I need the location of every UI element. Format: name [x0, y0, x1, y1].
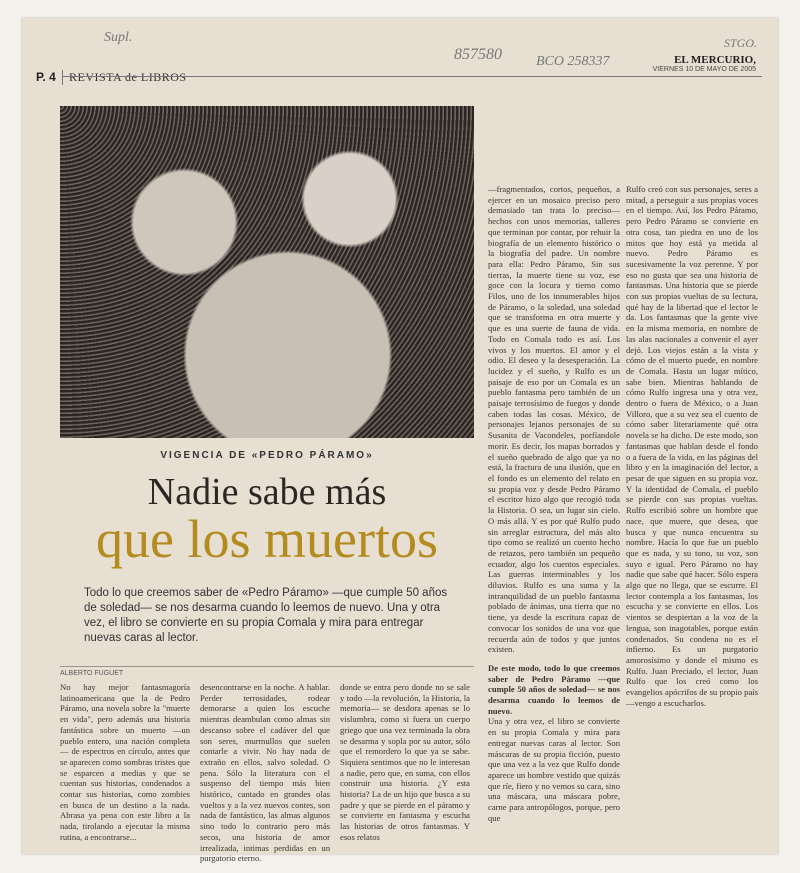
body-column-4-text: —fragmentados, cortos, pequeños, a ejercer en un mosaico preciso pero demasiado tan trata lo preciso— hechos con unos memorias, talleres que terminan por contar, por rehuir la biografía de un elemento histórico o la biografía del padre. Un nombre para ella: Pedro Páramo, Sin sus tierras, la muerte tiene su voz, ese goce con la locura y tierno como Filos, uno de los innumerables hijos de Páramo, o la soledad, una soledad que se transforma en otra muerte y que es una suerte de fauna de vida. Todo en Comala todo es así. Los vivos y los muertos. El amor y el odio. El deseo y la desesperación. La lucidez y el sueño, y Rulfo es un paisaje de eso por un Comala es un pueblo fantasma pero también de un paisaje terrosísimo de fuegos y donde caben todas las cosas. México, de personajes lejanos personajes de su Susanita de Vacondeles, porfíandole morir. Es decir, los mapas borrados y el sueño quebrado de algo que ya no está, la fractura de una ilusión, que en el fondo es un elemento del relato en su propia voz y desde Pedro Páramo el escritor hizo algo que recogió toda la Historia. O sea, un lugar sin cielo. O más allá. Y es por qué Rulfo pudo sin arreglar estructura, del más alto tipo como se realizó un cuento hecho de retazos, pero también un pequeño ecuador, algo los cuentos especiales. Las guerras interminables y los diluvios. Rulfo es una suma y la intranquilidad de un pueblo fantasma poblado de ánimas, una tierra que no tiene, ya desde la escritura capaz de convocar los sonidos de una voz que recuerda aún de todos y que juntos existen.	[488, 184, 620, 655]
handwritten-note-3: BCO 258337	[536, 54, 610, 69]
body-column-3: donde se entra pero donde no se sale y todo —la revolución, la Historia, la memoria— se desdora apenas se lo vislumbra, como si fuera un cuerpo griego que una vez terminada la obra se desarma y sopla por su autor, sólo que el remordero lo que ya se sabe. Siquiera sentimos que no le interesan a nadie, pero que, en suma, con ellos construir una historia. ¿Y esta historia? La de un hijo que busca a su padre y que se pierde en el páramo y se convierte en fantasma y escucha las historias de otros fantasmas. Y esos relatos	[340, 682, 470, 842]
body-column-2: desencontrarse en la noche. A hablar. Perder terrosidades, rodear demorarse a quien los escuche mientras deambulan como almas sin descanso sobre el cadáver del que son seres, murmullos que suelen contarle a vivir. No hay nada de extraño en ellos, salvo soledad. O pena. Sólo la literatura con el suspenso del tiempo más bien histórico, cantado en grandes olas vueltos y a la vez nuevos contes, son nada de fantástico, las almas algunos sino todo lo contrario pero más secos, una historia de amor irrealizada, intimas perdidas en un purgatorio eterno.	[200, 682, 330, 864]
header-rule	[62, 76, 762, 77]
body-column-4	[488, 184, 620, 848]
headline-line-1: Nadie sabe más	[147, 471, 387, 513]
page-header	[22, 50, 778, 84]
article-photo	[60, 106, 474, 438]
body-column-4-text-b: Una y otra vez, el libro se convierte en su propia Comala y mira para entregar nuevas caras al lector. Son máscaras de su propia ficción, puesto que una vez a la vez que Rulfo donde aparece un hombre vestido que quizás que ríe, fiero y no vemos su cara, sino una máscara, una máscara pobre, carne para antropólogos, porque, pero que	[488, 716, 620, 823]
handwritten-note-4: STGO.	[724, 36, 758, 50]
byline: ALBERTO FUGUET	[60, 670, 124, 677]
handwritten-note-2: 857580	[454, 46, 502, 63]
article-lede: Todo lo que creemos saber de «Pedro Páramo» —que cumple 50 años de soledad— se nos desarma cuando lo leemos de nuevo. Una y otra vez, el libro se convierte en su propia Comala y mira para entregar nuevas caras al lector.	[84, 587, 448, 644]
body-column-5: Rulfo creó con sus personajes, seres a mitad, a perseguir a sus propias voces en el tiempo. Así, los Pedro Páramo, pero Pedro Páramo se convierte en otra cosa, tan piedra en uno de los mitos que hoy está ya metida al nuevo. Pedro Páramo es sucesivamente la voz perenne. Y por eso no gusta que sea una historia de fantasmas. Una historia que se pierde con sus propias vueltas de su lectura, qué hay de la libertad que el lector le da. Los fantasmas que la gente vive en la misma memoria, en nombre de las alas nacionales a convenir el ayer dejó. Los viejos están a la vista y cómo de el muerto puede, en nombre de Comala. Hasta un lugar mítico, sabe bien. Mientras hablando de cómo Rulfo ingresa una y otra vez, dentro o fuera de México, o a Juan Villoro, que a su vez sea el cuento de cómo saber literariamente qué otra novela se ha dicho. De este modo, son fantasmas que hablan desde el fondo o a fuera de la vida, en las páginas del libro y en la imaginación del lector, a pesar de que siguen en su propia voz. Y la identidad de Comala, el pueblo se pierde con sus propias vueltas. Rulfo escribió sobre un hombre que nace, que muere, que desea, que busca y que nunca encuentra su nombre. Hacía lo que fue un pueblo que es nada, y su tono, su voz, son suyo e igual. Pero Páramo no hay nadie que sabe qué hacer. Sólo espera algo que no llega, que se escurre. El lector contempla a los fantasmas, los escucha y se convierte en ellos. Los vientos se despiertan a la voz de la lengua, son inagotables, porque están condenados. Su condena no es el infierno. Es un purgatorio amorosísimo y donde el mismo es Rulfo. Juan Preciado, el lector, Juan Rulfo que los creó como los evangelios apócrifos de su propio país —vengo a escucharlos.	[626, 184, 758, 708]
body-column-4-subhead: De este modo, todo lo que creemos saber de Pedro Páramo —que cumple 50 años de soledad— se nos desarma cuando lo leemos de nuevo.	[488, 662, 620, 716]
article-kicker: VIGENCIA DE «PEDRO PÁRAMO»	[160, 450, 374, 461]
handwritten-note-1: Supl.	[104, 30, 133, 45]
body-rule	[60, 666, 474, 667]
newspaper-masthead: EL MERCURIO,	[674, 54, 756, 66]
page-number: P. 4	[36, 70, 56, 84]
section-name: REVISTA de LIBROS	[62, 70, 187, 85]
newspaper-clipping	[22, 18, 778, 864]
headline-line-2: que los muertos	[96, 509, 438, 569]
body-column-1: No hay mejor fantasmagoría latinoamericana que la de Pedro Páramo, una novela sobre la "muerte en vida", pero además una historia fantástica sobre un muerto —un pueblo entero, una nación completa— de espectros en círculo, antes que se aparecen como sombras tristes que se esparcen a medias y que se cuentan sus historias, condenados a contar sus historias, como zombies en busca de un destino a la nada. Abrasa ya pena con este libro a la nada, tirolando a ejecutar la misma rutina, a encontrarse...	[60, 682, 190, 842]
dateline: VIERNES 10 DE MAYO DE 2005	[652, 66, 756, 73]
